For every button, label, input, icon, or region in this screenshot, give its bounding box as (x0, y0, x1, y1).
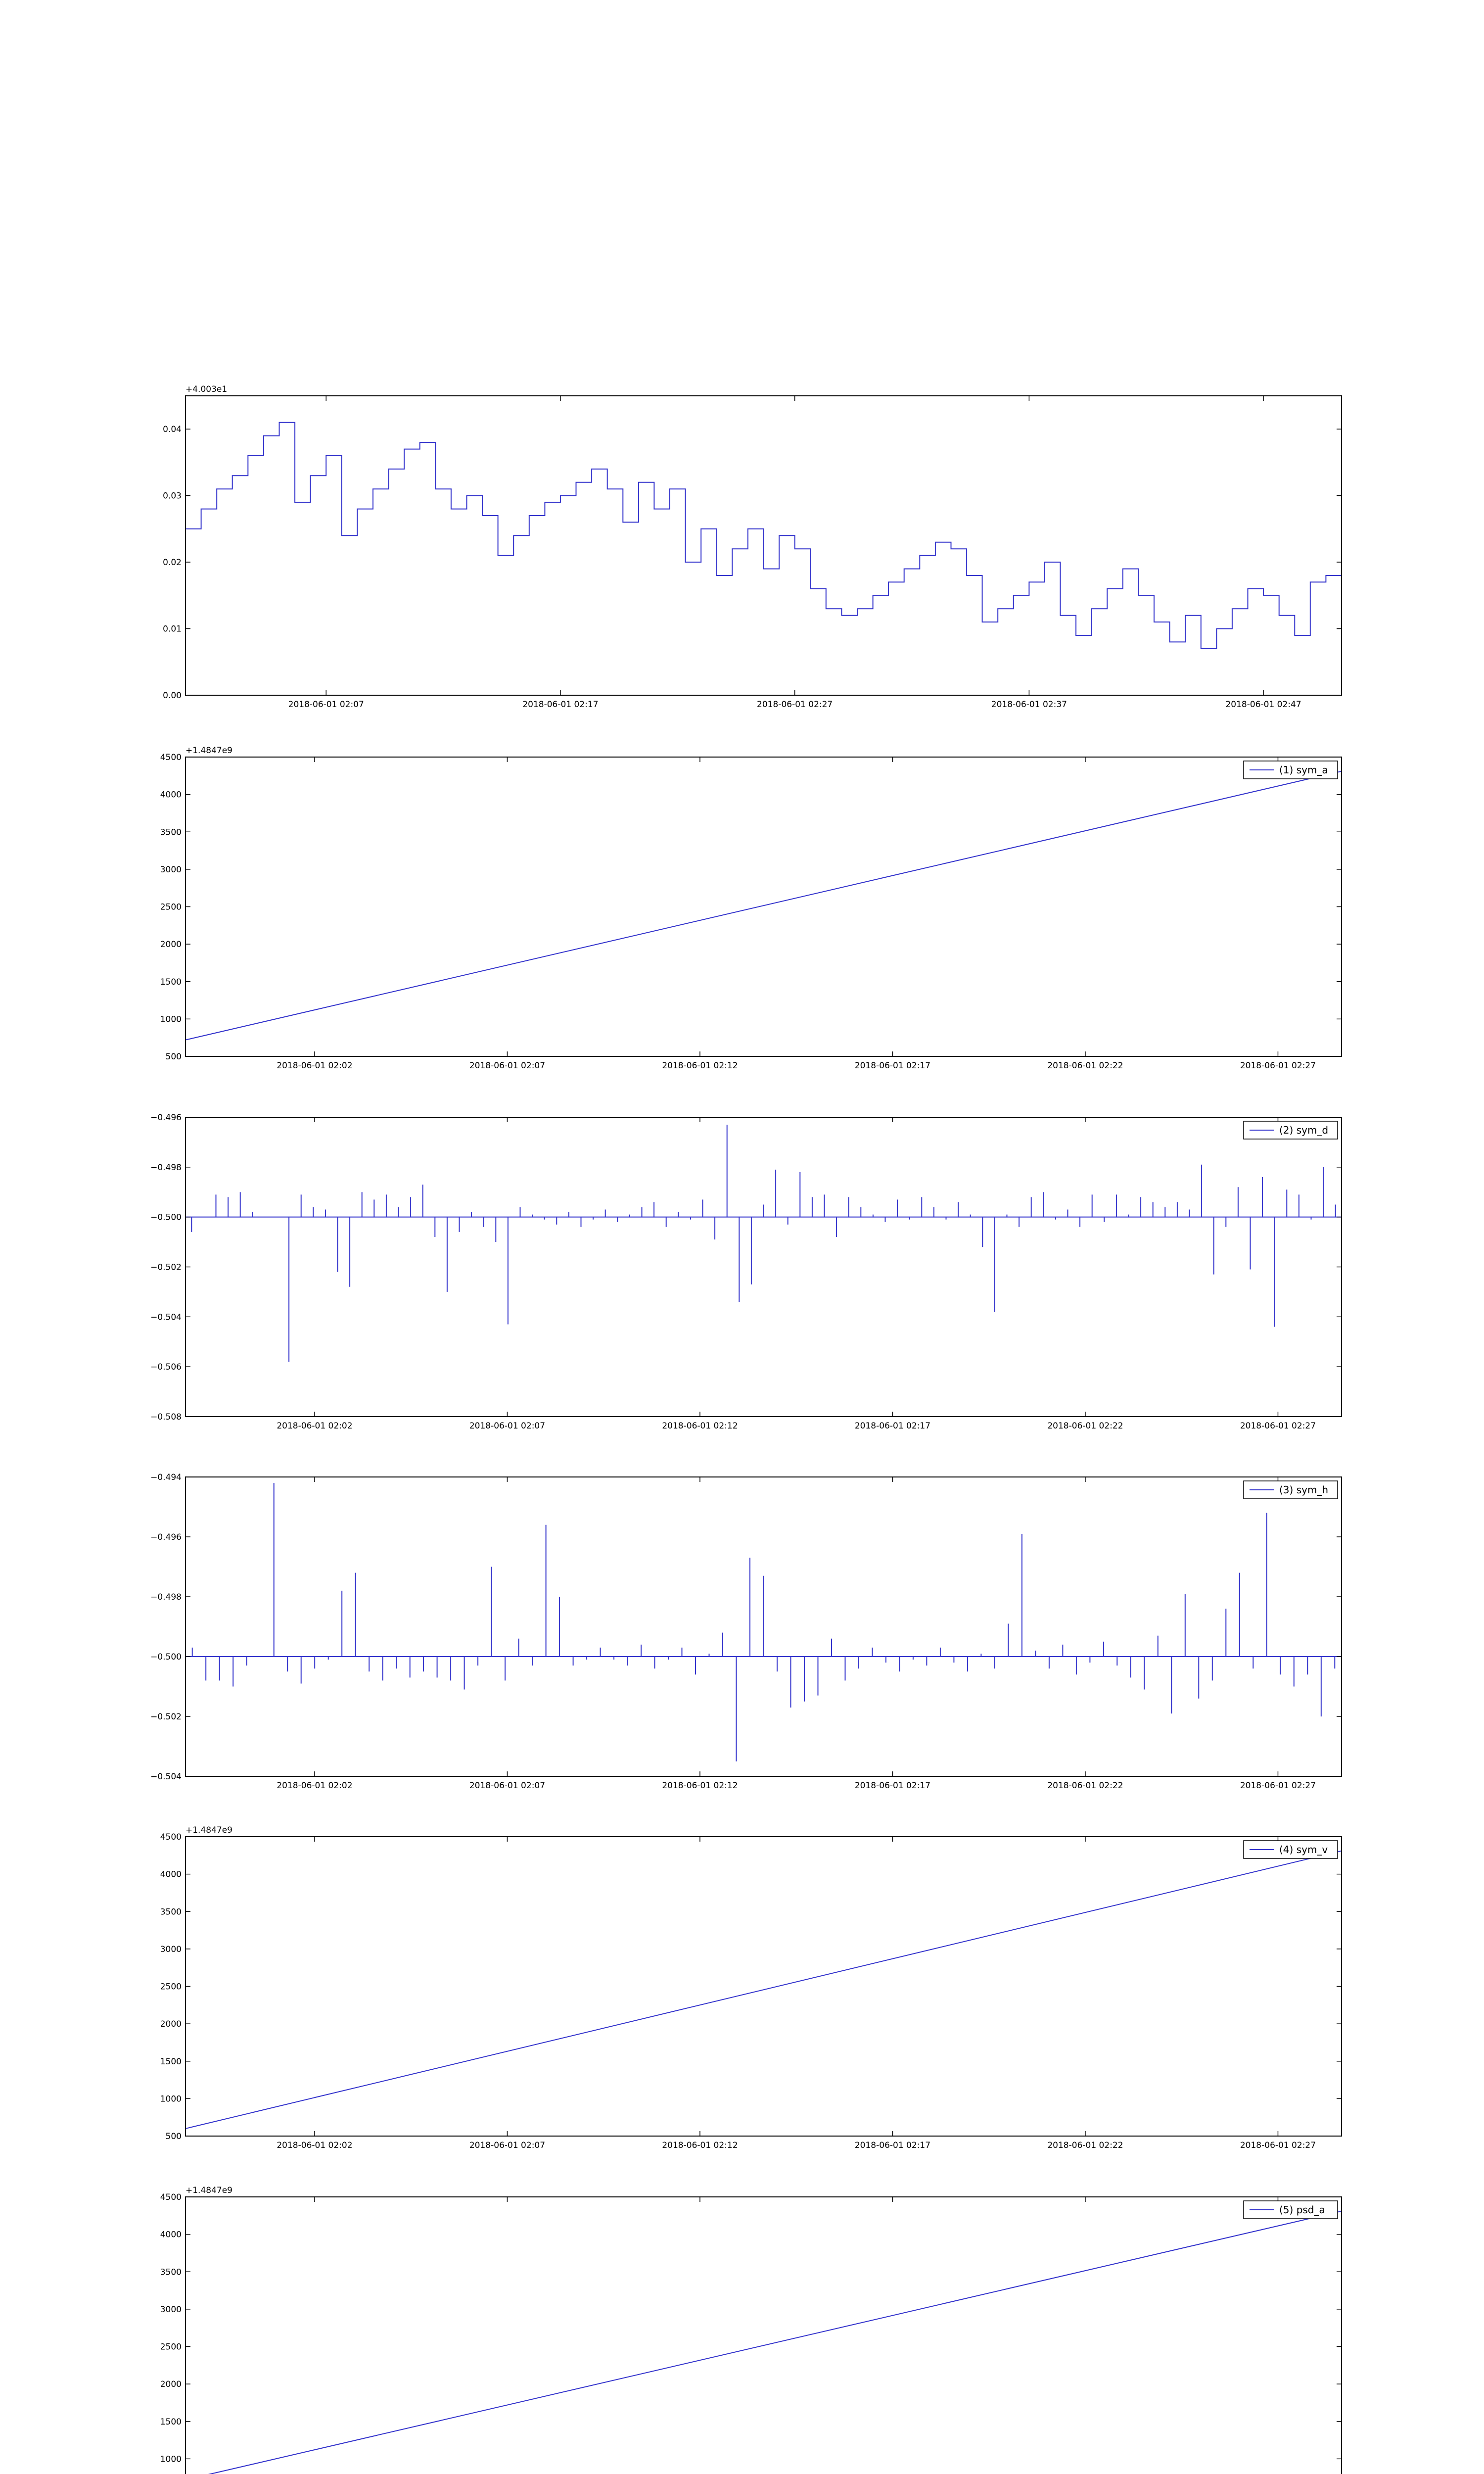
legend (1244, 761, 1338, 779)
y-tick-label: −0.496 (150, 1113, 182, 1123)
y-tick-label: 3500 (160, 827, 182, 838)
y-tick-label: −0.494 (150, 1473, 182, 1482)
x-tick-label: 2018-06-01 02:02 (277, 2141, 353, 2150)
legend-label: (5) psd_a (1279, 2204, 1325, 2216)
y-tick-label: 2500 (160, 902, 182, 912)
x-tick-label: 2018-06-01 02:22 (1047, 1781, 1123, 1791)
y-tick-label: 0.03 (163, 491, 182, 501)
x-tick-label: 2018-06-01 02:22 (1047, 1421, 1123, 1431)
y-tick-label: 1000 (160, 2094, 182, 2104)
x-tick-label: 2018-06-01 02:07 (469, 1421, 546, 1431)
x-tick-label: 2018-06-01 02:12 (662, 1781, 738, 1791)
y-tick-label: −0.500 (150, 1212, 182, 1223)
plot-area (186, 1483, 1342, 1761)
y-tick-label: −0.508 (150, 1412, 182, 1422)
y-tick-label: 0.00 (163, 691, 182, 701)
y-tick-label: −0.502 (150, 1712, 182, 1722)
legend-label: (4) sym_v (1279, 1844, 1328, 1856)
axis-offset-label: +1.4847e9 (186, 746, 233, 756)
y-tick-label: 0.02 (163, 558, 182, 568)
chart-panel-5 (160, 1825, 1342, 2150)
x-tick-label: 2018-06-01 02:27 (1240, 2141, 1316, 2150)
x-tick-label: 2018-06-01 02:22 (1047, 1061, 1123, 1071)
series-line (186, 771, 1342, 1040)
plot-area (186, 2211, 1342, 2474)
y-tick-label: −0.498 (150, 1592, 182, 1602)
plot-area (186, 1851, 1342, 2129)
x-tick-label: 2018-06-01 02:07 (469, 2141, 546, 2150)
y-tick-label: −0.502 (150, 1262, 182, 1273)
legend (1244, 1121, 1338, 1139)
x-tick-label: 2018-06-01 02:27 (1240, 1421, 1316, 1431)
x-tick-label: 2018-06-01 02:17 (854, 1061, 931, 1071)
y-tick-label: 4500 (160, 1832, 182, 1842)
x-tick-label: 2018-06-01 02:47 (1225, 700, 1301, 710)
y-tick-label: 2500 (160, 1982, 182, 1992)
x-tick-label: 2018-06-01 02:37 (991, 700, 1067, 710)
y-tick-label: 1500 (160, 2417, 182, 2427)
chart-panel-2 (160, 746, 1342, 1071)
y-tick-label: 3500 (160, 2267, 182, 2278)
series-line (186, 423, 1357, 649)
x-tick-label: 2018-06-01 02:07 (469, 1061, 546, 1071)
y-tick-label: 2500 (160, 2342, 182, 2352)
axes-frame (186, 1837, 1342, 2136)
legend-label: (2) sym_d (1279, 1124, 1329, 1136)
x-tick-label: 2018-06-01 02:12 (662, 1061, 738, 1071)
plot-area (186, 423, 1357, 649)
x-tick-label: 2018-06-01 02:27 (757, 700, 833, 710)
x-tick-label: 2018-06-01 02:07 (469, 1781, 546, 1791)
chart-panel-3 (150, 1113, 1342, 1431)
x-tick-label: 2018-06-01 02:07 (288, 700, 364, 710)
y-tick-label: 3000 (160, 1944, 182, 1954)
x-tick-label: 2018-06-01 02:02 (277, 1061, 353, 1071)
x-tick-label: 2018-06-01 02:27 (1240, 1781, 1316, 1791)
plot-area (186, 1125, 1342, 1362)
y-tick-label: 0.01 (163, 624, 182, 634)
y-tick-label: 3500 (160, 1907, 182, 1917)
legend-label: (3) sym_h (1279, 1484, 1329, 1496)
x-tick-label: 2018-06-01 02:17 (854, 1781, 931, 1791)
plot-area (186, 771, 1342, 1040)
y-tick-label: 3000 (160, 864, 182, 875)
x-tick-label: 2018-06-01 02:17 (522, 700, 599, 710)
chart-panel-6 (160, 2186, 1342, 2474)
legend (1244, 1841, 1338, 1858)
y-tick-label: 1000 (160, 2454, 182, 2465)
series-line (186, 2211, 1342, 2474)
x-tick-label: 2018-06-01 02:12 (662, 1421, 738, 1431)
series-line (186, 1851, 1342, 2129)
y-tick-label: 4000 (160, 790, 182, 800)
y-tick-label: 4000 (160, 2230, 182, 2240)
axis-offset-label: +1.4847e9 (186, 2186, 233, 2195)
axes-frame (186, 2197, 1342, 2474)
legend-label: (1) sym_a (1279, 764, 1328, 776)
y-tick-label: 2000 (160, 2019, 182, 2030)
x-tick-label: 2018-06-01 02:17 (854, 2141, 931, 2150)
axes-frame (186, 757, 1342, 1056)
axes-frame (186, 1117, 1342, 1417)
x-tick-label: 2018-06-01 02:02 (277, 1781, 353, 1791)
legend (1244, 2201, 1338, 2219)
chart-panel-4 (150, 1473, 1342, 1791)
y-tick-label: 500 (165, 2132, 182, 2141)
y-tick-label: −0.496 (150, 1532, 182, 1542)
chart-panel-1 (163, 384, 1357, 710)
y-tick-label: −0.504 (150, 1312, 182, 1323)
x-tick-label: 2018-06-01 02:27 (1240, 1061, 1316, 1071)
y-tick-label: 2000 (160, 2379, 182, 2390)
legend (1244, 1481, 1338, 1499)
y-tick-label: −0.500 (150, 1652, 182, 1662)
y-tick-label: −0.498 (150, 1162, 182, 1173)
y-tick-label: 4500 (160, 753, 182, 762)
y-tick-label: 1500 (160, 977, 182, 987)
y-tick-label: 3000 (160, 2304, 182, 2315)
x-tick-label: 2018-06-01 02:17 (854, 1421, 931, 1431)
axis-offset-label: +1.4847e9 (186, 1825, 233, 1835)
y-tick-label: 4500 (160, 2192, 182, 2202)
y-tick-label: 4000 (160, 1869, 182, 1880)
y-tick-label: −0.504 (150, 1772, 182, 1782)
x-tick-label: 2018-06-01 02:02 (277, 1421, 353, 1431)
x-tick-label: 2018-06-01 02:12 (662, 2141, 738, 2150)
x-tick-label: 2018-06-01 02:22 (1047, 2141, 1123, 2150)
axis-offset-label: +4.003e1 (186, 384, 228, 394)
y-tick-label: 1500 (160, 2056, 182, 2067)
y-tick-label: 0.04 (163, 425, 182, 435)
y-tick-label: 1000 (160, 1014, 182, 1025)
y-tick-label: −0.506 (150, 1362, 182, 1373)
y-tick-label: 2000 (160, 940, 182, 950)
y-tick-label: 500 (165, 1052, 182, 1062)
